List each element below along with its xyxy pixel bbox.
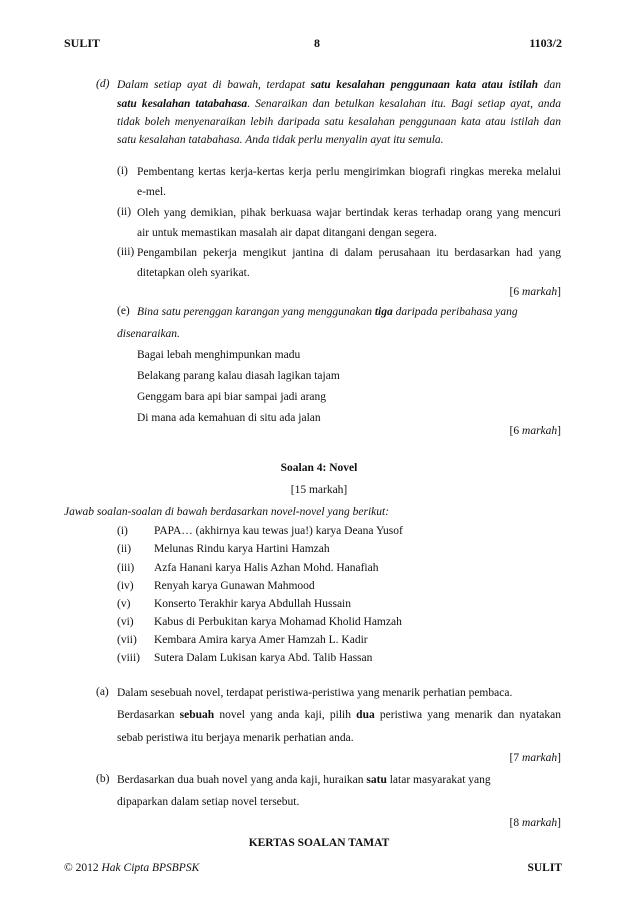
item-num: (iii) — [117, 246, 135, 258]
qa-line1: Dalam sesebuah novel, terdapat peristiwa-peristiwa yang menarik perhatian pembaca. — [117, 687, 513, 699]
novel-title: Kabus di Perbukitan karya Mohamad Kholid Hamzah — [154, 616, 402, 628]
instr-bold: satu kesalahan penggunaan kata atau istilah — [310, 79, 539, 91]
section-d-instr-line2 — [117, 97, 561, 113]
section-d-label: (d) — [96, 78, 110, 90]
qb-bold: satu — [366, 774, 387, 786]
novel-num: (ii) — [117, 543, 132, 555]
qa-bold: sebuah — [179, 709, 215, 721]
novel-num: (i) — [117, 525, 128, 537]
qa-bold: dua — [356, 709, 375, 721]
proverb: Di mana ada kemahuan di situ ada jalan — [137, 412, 321, 424]
section-e-label: (e) — [117, 305, 130, 317]
section-d-instr-line4: satu kesalahan tatabahasa. Anda tidak perlu menyalin ayat itu semula. — [117, 134, 444, 146]
section-d-instr-line1 — [117, 78, 561, 94]
footer-sulit: SULIT — [527, 862, 562, 874]
copyright-year: © 2012 — [64, 862, 102, 874]
marks-close: ] — [557, 752, 561, 764]
qa-line2 — [117, 708, 561, 724]
novel-num: (iv) — [117, 580, 134, 592]
page-number: 8 — [314, 36, 320, 50]
marks-num: [8 — [509, 817, 523, 829]
marks-close: ] — [557, 425, 561, 437]
qb-line1 — [117, 773, 561, 789]
footer-copyright — [64, 862, 199, 874]
marks-word: markah — [522, 286, 558, 298]
item-line: Oleh yang demikian, pihak berkuasa wajar bertindak keras terhadap orang yang mencuri — [137, 207, 561, 219]
novel-title: Konserto Terakhir karya Abdullah Hussain — [154, 598, 351, 610]
marks-qa — [510, 752, 561, 764]
marks-num: [6 — [509, 425, 523, 437]
marks-num: [7 — [509, 752, 523, 764]
proverb: Bagai lebah menghimpunkan madu — [137, 349, 301, 361]
marks-word: markah — [522, 817, 558, 829]
instr-text: . Senaraikan dan betulkan kesalahan itu. Bagi setiap ayat, anda — [247, 98, 561, 110]
qa-label: (a) — [96, 686, 109, 698]
novel-num: (vi) — [117, 616, 134, 628]
qb-label: (b) — [96, 773, 110, 785]
qa-text: novel yang anda kaji, pilih — [214, 709, 357, 721]
novel-num: (viii) — [117, 652, 140, 664]
section-d-instr-line3: tidak boleh menyenaraikan lebih daripada satu kesalahan penggunaan kata atau istilah dan — [117, 116, 561, 128]
marks-close: ] — [557, 817, 561, 829]
instr-bold: satu kesalahan tatabahasa — [117, 98, 248, 110]
proverb: Genggam bara api biar sampai jadi arang — [137, 391, 327, 403]
marks-num: [6 — [509, 286, 523, 298]
qb-text: Berdasarkan dua buah novel yang anda kaji, huraikan — [117, 774, 367, 786]
qa-text: Berdasarkan — [117, 709, 180, 721]
instr-text: Bina satu perenggan karangan yang menggunakan — [137, 306, 375, 318]
end-of-paper: KERTAS SOALAN TAMAT — [248, 837, 390, 849]
qb-text: latar masyarakat yang — [386, 774, 491, 786]
proverb: Belakang parang kalau diasah lagikan tajam — [137, 370, 340, 382]
instr-bold: tiga — [374, 306, 393, 318]
item-num: (ii) — [117, 206, 132, 218]
marks-close: ] — [557, 286, 561, 298]
publisher: Hak Cipta BPSBPSK — [101, 862, 200, 874]
item-line: e-mel. — [137, 186, 167, 198]
item-num: (i) — [117, 165, 128, 177]
marks-word: markah — [522, 752, 558, 764]
soalan4-title: Soalan 4: Novel — [280, 462, 358, 474]
marks-d — [510, 286, 561, 298]
marks-e — [510, 425, 561, 437]
marks-qb — [510, 817, 561, 829]
novel-title: Kembara Amira karya Amer Hamzah L. Kadir — [154, 634, 368, 646]
qa-line3: sebab peristiwa itu berjaya menarik perhatian anda. — [117, 732, 354, 744]
section-e-instr-line1 — [137, 305, 561, 321]
qb-line2: dipaparkan dalam setiap novel tersebut. — [117, 796, 300, 808]
item-line: air untuk memastikan masalah air dapat ditangani dengan segera. — [137, 227, 437, 239]
novel-title: Azfa Hanani karya Halis Azhan Mohd. Hanafiah — [154, 562, 379, 574]
instr-text: daripada peribahasa yang — [392, 306, 518, 318]
item-line: Pembentang kertas kerja-kertas kerja perlu mengirimkan biografi ringkas mereka melalui — [137, 166, 561, 178]
novel-num: (vii) — [117, 634, 137, 646]
novel-title: Melunas Rindu karya Hartini Hamzah — [154, 543, 330, 555]
instr-text: dan — [538, 79, 561, 91]
novel-title: PAPA… (akhirnya kau tewas jua!) karya Deana Yusof — [154, 525, 403, 537]
header-sulit: SULIT — [64, 36, 101, 50]
section-e-instr-line2: disenaraikan. — [117, 328, 180, 340]
soalan4-marks: [15 markah] — [290, 484, 348, 496]
novel-title: Renyah karya Gunawan Mahmood — [154, 580, 315, 592]
novel-num: (v) — [117, 598, 131, 610]
item-line: Pengambilan pekerja mengikut jantina di dalam perusahaan itu berdasarkan had yang — [137, 247, 561, 259]
novel-title: Sutera Dalam Lukisan karya Abd. Talib Hassan — [154, 652, 373, 664]
instr-text: Dalam setiap ayat di bawah, terdapat — [117, 79, 311, 91]
paper-code: 1103/2 — [529, 36, 562, 50]
qa-text: peristiwa yang menarik dan nyatakan — [374, 709, 561, 721]
marks-word: markah — [522, 425, 558, 437]
novel-num: (iii) — [117, 562, 135, 574]
item-line: ditetapkan oleh syarikat. — [137, 267, 250, 279]
soalan4-instruction: Jawab soalan-soalan di bawah berdasarkan novel-novel yang berikut: — [64, 506, 390, 518]
